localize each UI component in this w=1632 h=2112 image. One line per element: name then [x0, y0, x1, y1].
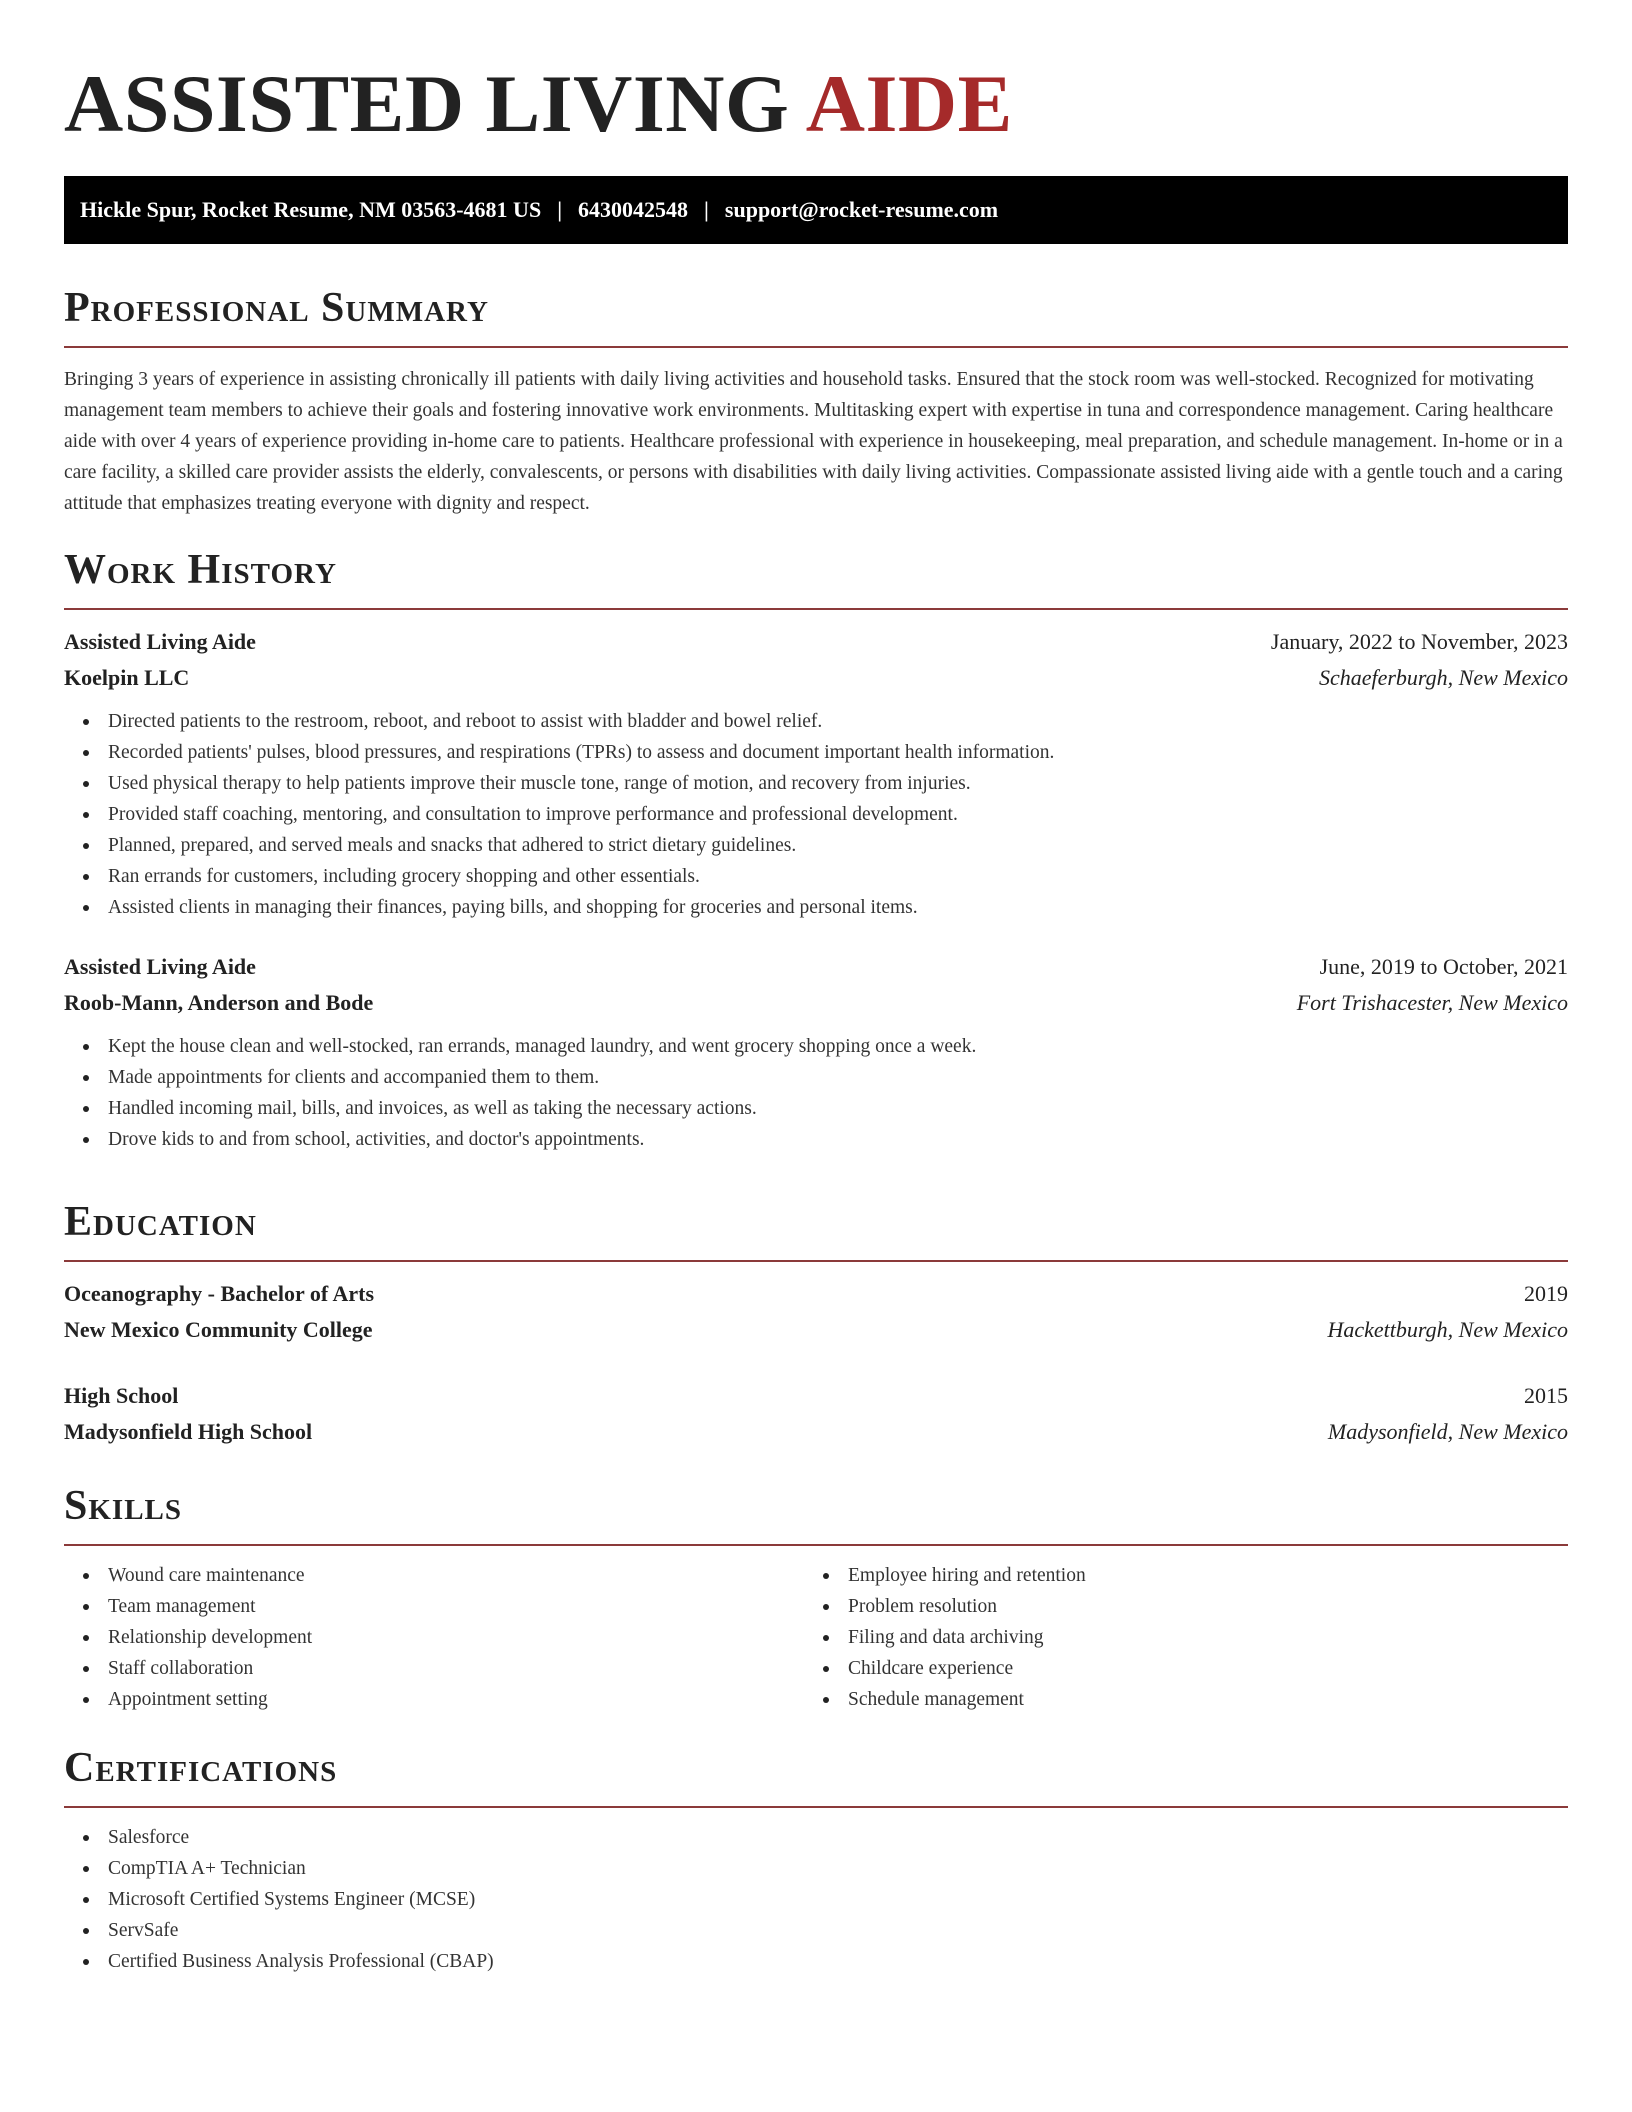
certification-item: Salesforce	[108, 1822, 1568, 1853]
education-header-row	[64, 1378, 1568, 1414]
job-header-row	[64, 624, 1568, 660]
job-duty-item: Provided staff coaching, mentoring, and consultation to improve performance and professional development.	[108, 799, 1568, 830]
certifications-list	[64, 1822, 1568, 1977]
certification-item: Microsoft Certified Systems Engineer (MCSE)	[108, 1884, 1568, 1915]
education-school: New Mexico Community College	[64, 1317, 373, 1342]
section-title-certifications: Certifications	[64, 1745, 338, 1791]
skill-item: Schedule management	[848, 1684, 1544, 1715]
education-entry	[64, 1276, 1568, 1348]
skill-item: Team management	[108, 1591, 804, 1622]
education-degree: High School	[64, 1383, 179, 1408]
section-title-skills: Skills	[64, 1483, 183, 1529]
job-dates: January, 2022 to November, 2023	[1270, 629, 1568, 654]
skills-section	[64, 1480, 1568, 1715]
summary-section	[64, 282, 1568, 519]
name-first: ASSISTED LIVING	[64, 58, 790, 149]
contact-bar	[64, 176, 1568, 244]
job-duty-item: Drove kids to and from school, activities, and doctor's appointments.	[108, 1124, 1568, 1155]
skill-item: Problem resolution	[848, 1591, 1544, 1622]
section-divider	[64, 1544, 1568, 1546]
summary-text: Bringing 3 years of experience in assisting chronically ill patients with daily living activities and household tasks. Ensured that the stock room was well-stocked. Recognized for motivating management team members to achieve their goals and fostering innovative work environments. Multitasking expert with expertise in tuna and correspondence management. Caring healthcare aide with over 4 years of experience providing in-home care to patients. Healthcare professional with experience in housekeeping, meal preparation, and schedule management. In-home or in a care facility, a skilled care provider assists the elderly, convalescents, or persons with disabilities with daily living activities. Compassionate assisted living aide with a gentle touch and a caring attitude that emphasizes treating everyone with dignity and respect.	[64, 369, 1563, 514]
education-entry	[64, 1378, 1568, 1450]
certification-item: Certified Business Analysis Professional (CBAP)	[108, 1946, 1568, 1977]
contact-address: Hickle Spur, Rocket Resume, NM 03563-4681 US	[80, 197, 542, 222]
education-degree: Oceanography - Bachelor of Arts	[64, 1281, 375, 1306]
skill-item: Relationship development	[108, 1622, 804, 1653]
resume-name	[64, 56, 1013, 152]
section-divider	[64, 608, 1568, 610]
skill-item: Wound care maintenance	[108, 1560, 804, 1591]
section-divider	[64, 1806, 1568, 1808]
skills-column-left	[64, 1560, 804, 1715]
skills-list	[64, 1560, 804, 1715]
skill-item: Filing and data archiving	[848, 1622, 1544, 1653]
education-section	[64, 1196, 1568, 1450]
skill-item: Appointment setting	[108, 1684, 804, 1715]
education-school-row	[64, 1414, 1568, 1450]
job-company: Koelpin LLC	[64, 665, 190, 690]
contact-separator: |	[557, 197, 563, 222]
job-duty-item: Recorded patients' pulses, blood pressures, and respirations (TPRs) to assess and document important health information.	[108, 737, 1568, 768]
skills-list	[804, 1560, 1544, 1715]
education-header-row	[64, 1276, 1568, 1312]
certifications-section	[64, 1742, 1568, 1977]
section-title-education: Education	[64, 1199, 257, 1245]
certification-item: CompTIA A+ Technician	[108, 1853, 1568, 1884]
job-duty-item: Handled incoming mail, bills, and invoices, as well as taking the necessary actions.	[108, 1093, 1568, 1124]
job-duty-item: Made appointments for clients and accompanied them to them.	[108, 1062, 1568, 1093]
job-dates: June, 2019 to October, 2021	[1319, 954, 1568, 979]
job-title: Assisted Living Aide	[64, 954, 256, 979]
job-location: Fort Trishacester, New Mexico	[1296, 990, 1568, 1015]
job-duties-list	[64, 706, 1568, 923]
job-company: Roob-Mann, Anderson and Bode	[64, 990, 374, 1015]
certification-item: ServSafe	[108, 1915, 1568, 1946]
name-last: AIDE	[805, 58, 1013, 149]
section-title-work-history: Work History	[64, 547, 337, 593]
job-duty-item: Used physical therapy to help patients improve their muscle tone, range of motion, and recovery from injuries.	[108, 768, 1568, 799]
job-header-row	[64, 949, 1568, 985]
contact-separator: |	[704, 197, 709, 222]
job-company-row	[64, 660, 1568, 696]
job-duty-item: Directed patients to the restroom, reboot, and reboot to assist with bladder and bowel relief.	[108, 706, 1568, 737]
skill-item: Employee hiring and retention	[848, 1560, 1544, 1591]
contact-email: support@rocket-resume.com	[724, 197, 999, 222]
skills-columns	[64, 1560, 1568, 1715]
job-duty-item: Assisted clients in managing their finances, paying bills, and shopping for groceries and personal items.	[108, 892, 1568, 923]
skills-column-right	[804, 1560, 1544, 1715]
section-divider	[64, 1260, 1568, 1262]
job-title: Assisted Living Aide	[64, 629, 256, 654]
job-entry	[64, 949, 1568, 1155]
education-school: Madysonfield High School	[64, 1419, 313, 1444]
job-duty-item: Planned, prepared, and served meals and snacks that adhered to strict dietary guidelines.	[108, 830, 1568, 861]
education-year: 2015	[1524, 1383, 1568, 1408]
job-location: Schaeferburgh, New Mexico	[1318, 665, 1568, 690]
work-history-section	[64, 544, 1568, 1155]
education-school-row	[64, 1312, 1568, 1348]
education-location: Madysonfield, New Mexico	[1327, 1419, 1568, 1444]
job-entry	[64, 624, 1568, 923]
section-title-summary: Professional Summary	[64, 285, 489, 331]
job-duty-item: Ran errands for customers, including grocery shopping and other essentials.	[108, 861, 1568, 892]
contact-phone: 6430042548	[578, 197, 689, 222]
section-divider	[64, 346, 1568, 348]
job-duties-list	[64, 1031, 1568, 1155]
skill-item: Childcare experience	[848, 1653, 1544, 1684]
skill-item: Staff collaboration	[108, 1653, 804, 1684]
education-location: Hackettburgh, New Mexico	[1327, 1317, 1568, 1342]
job-company-row	[64, 985, 1568, 1021]
education-year: 2019	[1524, 1281, 1568, 1306]
job-duty-item: Kept the house clean and well-stocked, ran errands, managed laundry, and went grocery shopping once a week.	[108, 1031, 1568, 1062]
